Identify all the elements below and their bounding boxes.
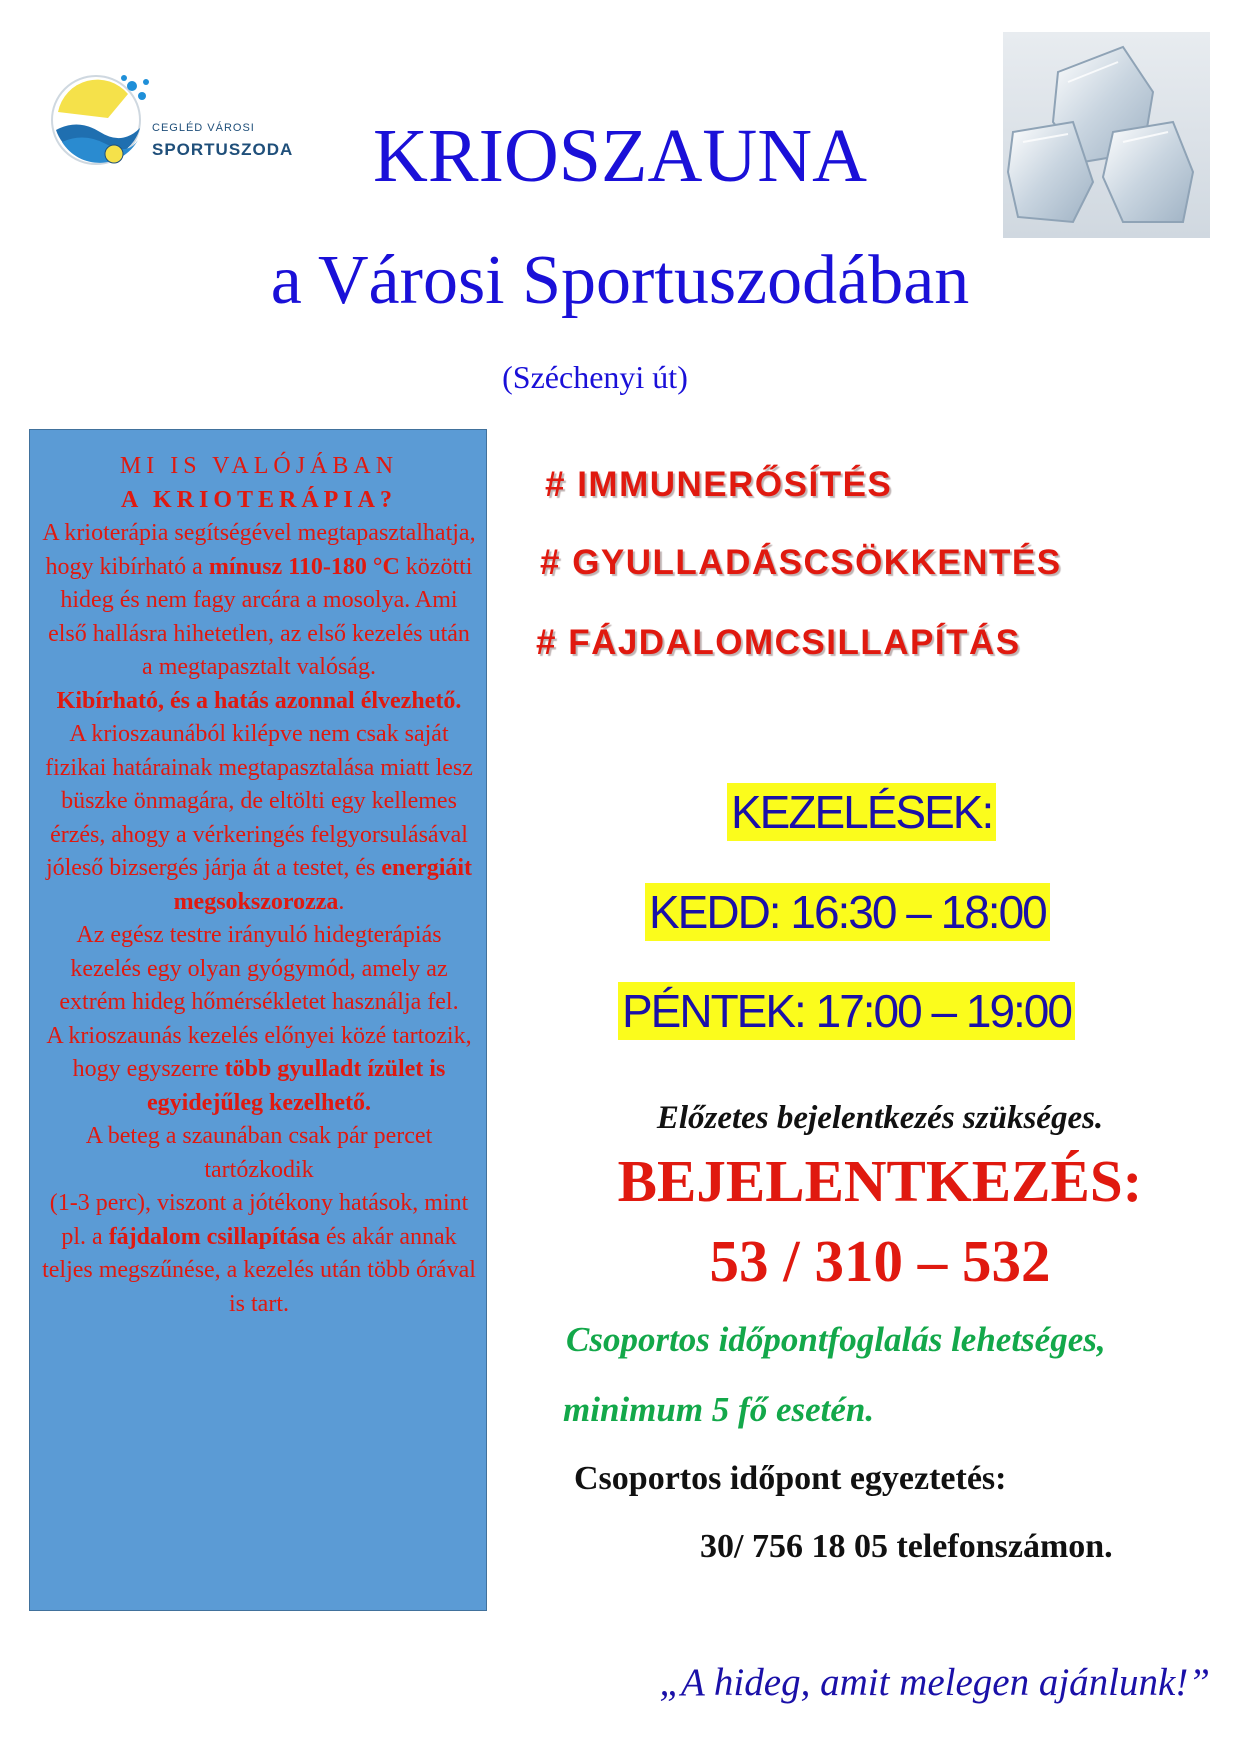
group-coordination-phone: 30/ 756 18 05 telefonszámon.	[700, 1528, 1113, 1565]
info-paragraph-5	[42, 1020, 476, 1121]
info-box-text	[42, 450, 476, 1321]
logo-emblem-icon	[48, 72, 158, 172]
info-paragraph-1	[42, 517, 476, 685]
page-title: KRIOSZAUNA	[373, 114, 867, 198]
info-p1-bold: mínusz 110-180 °C	[208, 553, 400, 580]
logo	[48, 72, 308, 182]
info-p1-text: A krioterápia segítségével megtapasztalhatja, hogy kibírható a	[42, 520, 476, 580]
info-p3-text-end: .	[338, 888, 345, 915]
info-p6-text: (1-3 perc), viszont a jótékony hatások, mint pl. a	[49, 1190, 469, 1250]
group-booking-line2: minimum 5 fő esetén.	[563, 1390, 875, 1429]
hashtag-inflammation: # GYULLADÁSCSÖKKENTÉS	[540, 543, 1062, 582]
schedule-friday: PÉNTEK: 17:00 – 19:00	[618, 982, 1075, 1040]
info-box	[29, 429, 487, 1611]
booking-phone: 53 / 310 – 532	[709, 1228, 1051, 1294]
info-paragraph-6a: A beteg a szaunában csak pár percet tartózkodik	[85, 1123, 433, 1183]
booking-label: BEJELENTKEZÉS:	[617, 1148, 1143, 1214]
schedule-title: KEZELÉSEK:	[727, 783, 996, 841]
ice-cubes-image	[1003, 32, 1210, 238]
info-p3-text: A krioszaunából kilépve nem csak saját fizikai határainak megtapasztalása miatt lesz büszke önmagára, de eltölti egy kellemes érzés, ahogy a vérkeringés felgyorsulásával jóleső bizsergés járja át a testet, és	[45, 721, 473, 881]
logo-line2: SPORTUSZODA	[152, 140, 294, 159]
info-paragraph-2: Kibírható, és a hatás azonnal élvezhető.	[56, 687, 462, 714]
info-heading-1: MI IS VALÓJÁBAN	[119, 453, 399, 479]
prior-booking-note: Előzetes bejelentkezés szükséges.	[656, 1100, 1104, 1136]
info-paragraph-4: Az egész testre irányuló hidegterápiás kezelés egy olyan gyógymód, amely az extrém hideg hőmérsékletet használja fel.	[59, 922, 459, 1015]
info-p5-bold: több gyulladt ízület is egyidejűleg kezelhető.	[147, 1056, 446, 1116]
ice-cubes-icon	[1003, 32, 1210, 238]
hashtag-pain-relief: # FÁJDALOMCSILLAPÍTÁS	[536, 623, 1021, 662]
group-booking-line1: Csoportos időpontfoglalás lehetséges,	[566, 1320, 1106, 1359]
page-subtitle: a Városi Sportuszodában	[270, 242, 970, 319]
info-p6-text-end: és akár annak teljes megszűnése, a kezelés után több órával is tart.	[42, 1223, 476, 1317]
info-paragraph-6b	[42, 1187, 476, 1321]
info-p5-text: A krioszaunás kezelés előnyei közé tartozik, hogy egyszerre	[46, 1022, 472, 1082]
info-paragraph-3	[42, 718, 476, 919]
logo-line1: CEGLÉD VÁROSI	[152, 122, 255, 134]
hashtag-immune: # IMMUNERŐSÍTÉS	[545, 465, 893, 504]
info-heading-2: A KRIOTERÁPIA?	[120, 486, 398, 513]
info-p3-bold: energiáit megsokszorozza	[173, 855, 473, 915]
location-text: (Széchenyi út)	[502, 359, 688, 395]
slogan: „A hideg, amit melegen ajánlunk!”	[659, 1661, 1210, 1704]
schedule-tuesday: KEDD: 16:30 – 18:00	[645, 883, 1050, 941]
info-p1-text-end: közötti hideg és nem fagy arcára a mosolya. Ami első hallásra hihetetlen, az első kezelés után a megtapasztalt valóság.	[48, 553, 473, 680]
info-p6-bold: fájdalom csillapítása	[108, 1223, 321, 1250]
group-coordination-label: Csoportos időpont egyeztetés:	[574, 1460, 1007, 1497]
